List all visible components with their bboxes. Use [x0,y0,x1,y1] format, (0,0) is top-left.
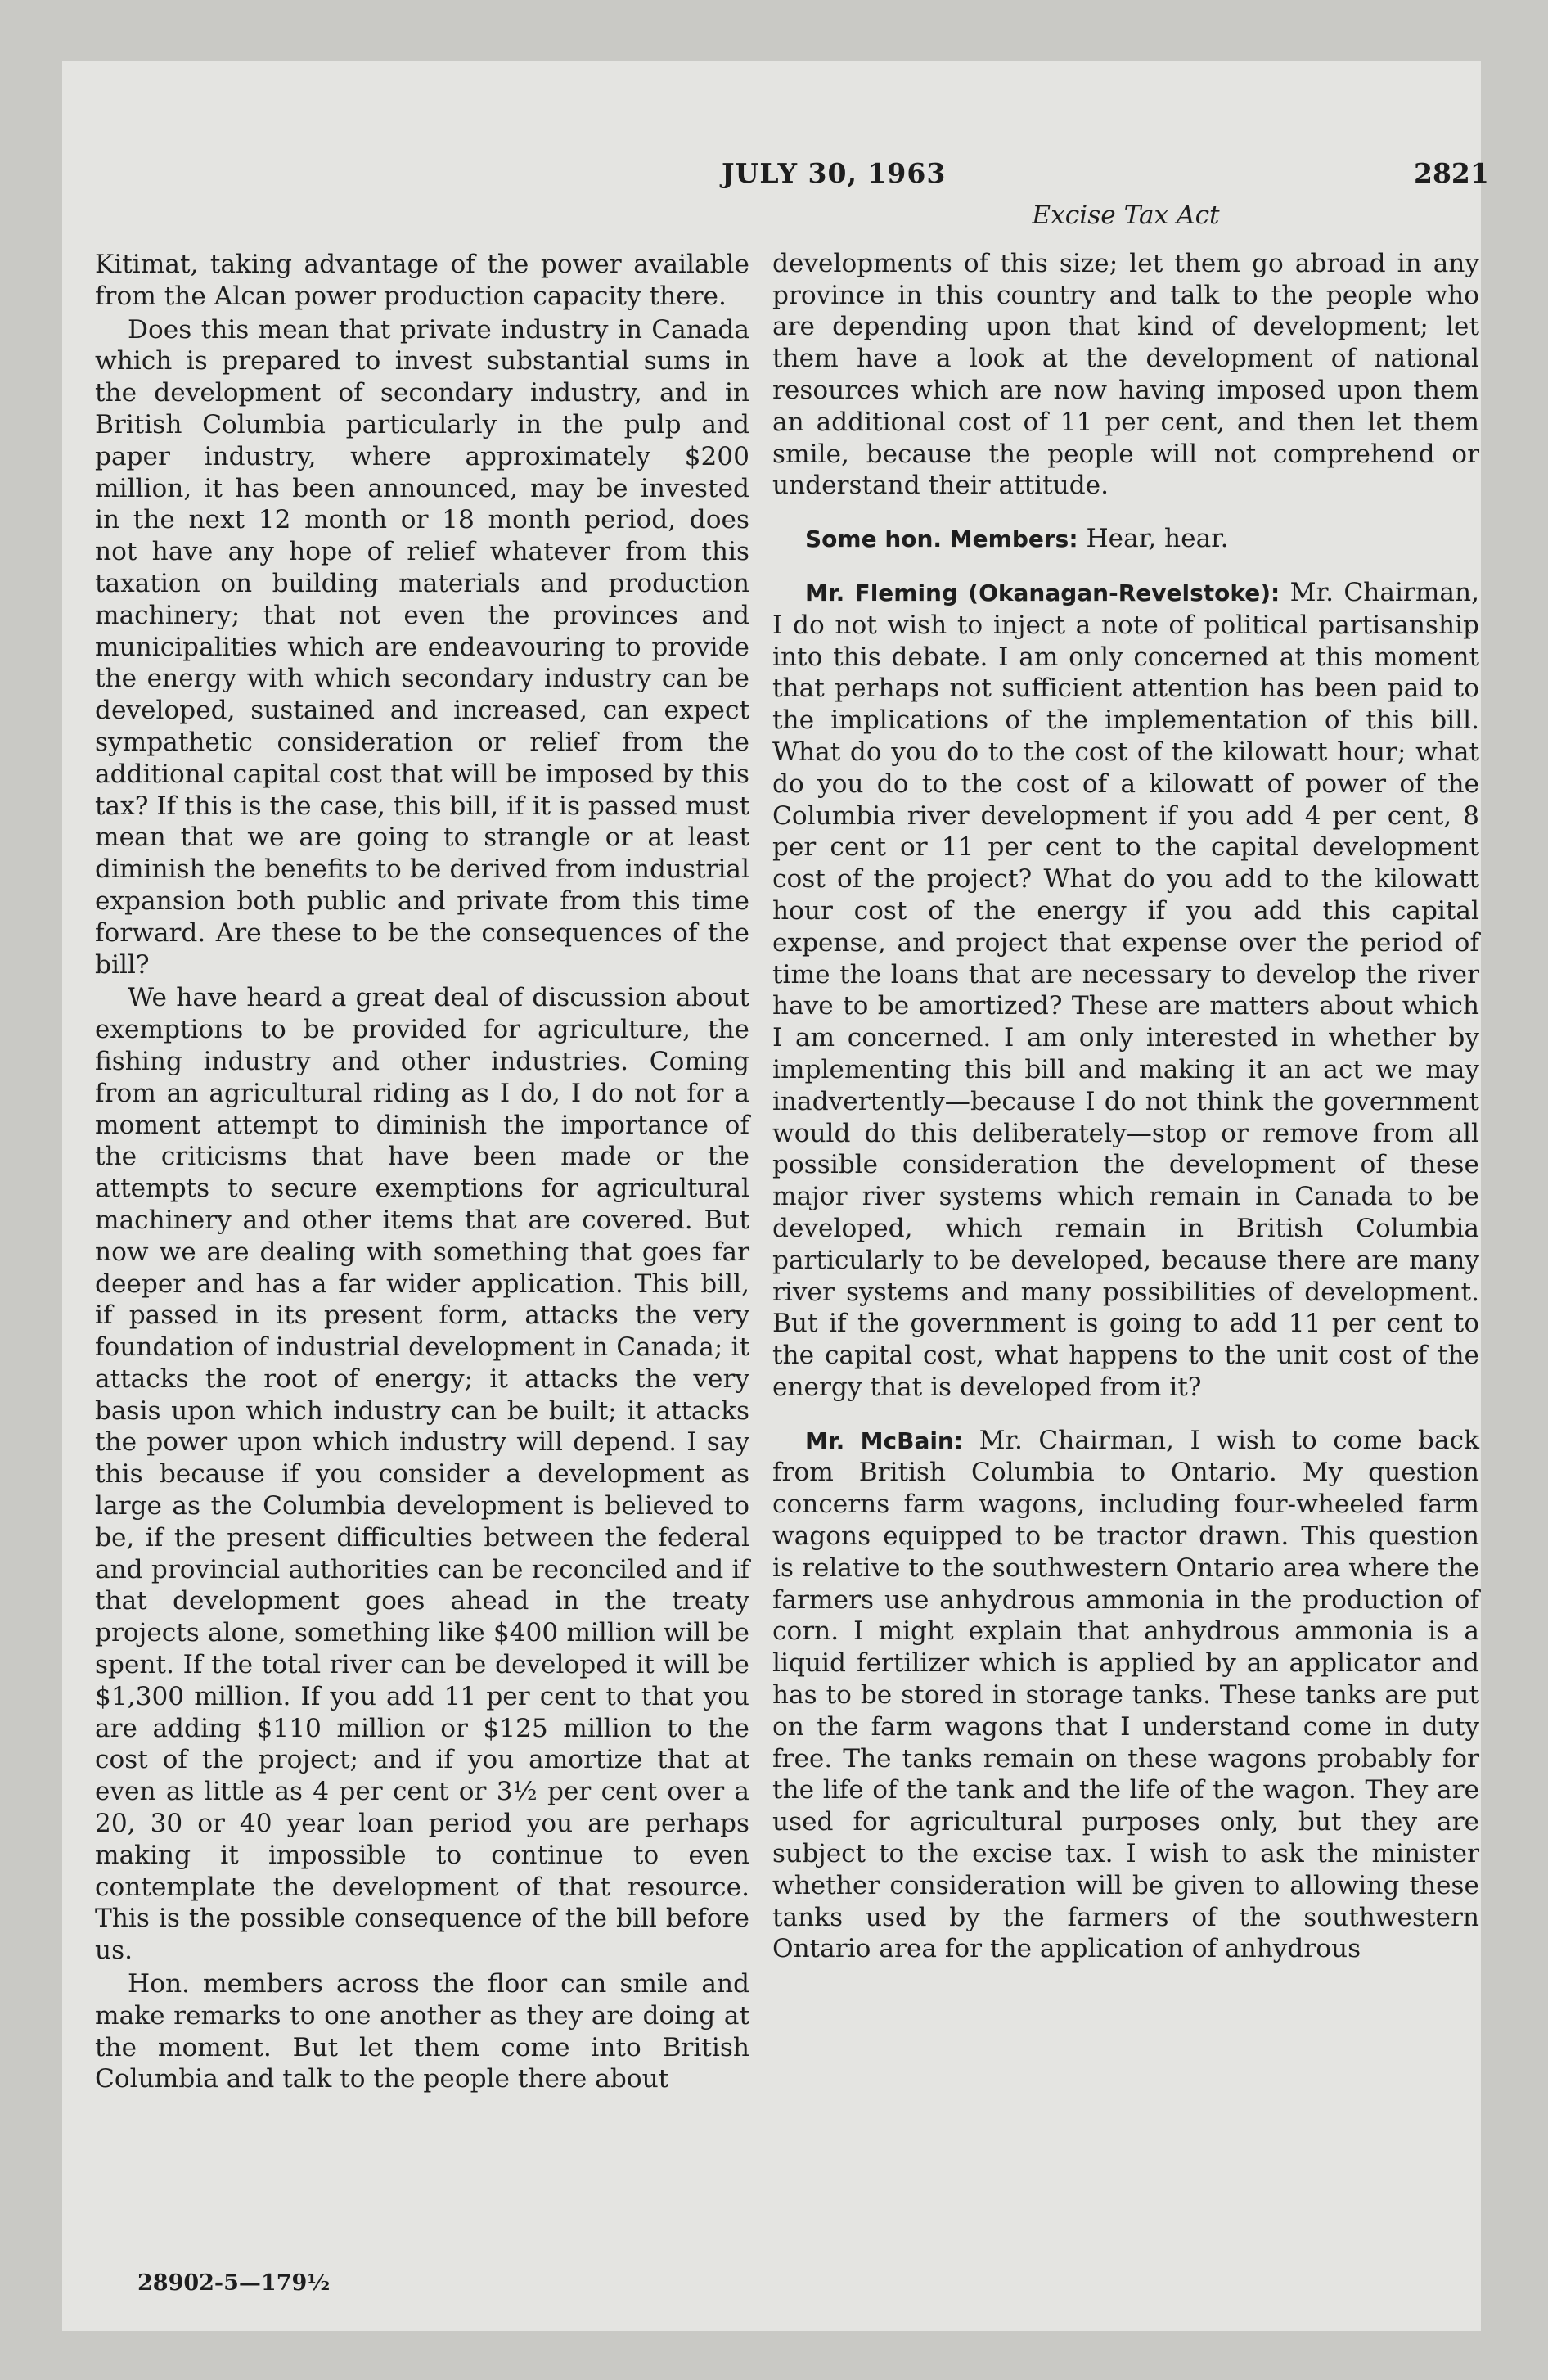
right-column [772,200,1479,1965]
speech-text: Mr. Chairman, I wish to come back from British Columbia to Ontario. My question concerns farm wagons, including four-wheeled farm wagons equipped to be tractor drawn. This question is relative to the southwestern Ontario area where the farmers use anhydrous ammonia in the production of corn. I might explain that anhydrous ammonia is a liquid fertilizer which is applied by an applicator and has to be stored in storage tanks. These tanks are put on the farm wagons that I understand come in duty free. The tanks remain on these wagons probably for the life of the tank and the life of the wagon. They are used for agricultural purposes only, but they are subject to the excise tax. I wish to ask the minister whether consideration will be given to allowing these tanks used by the farmers of the southwestern Ontario area for the application of anhydrous [772,1425,1479,1964]
speaker-name: Mr. McBain: [805,1427,964,1454]
speech-paragraph [772,1425,1479,1966]
speech-paragraph [772,523,1479,556]
printer-signature: 28902-5—179½ [137,2270,331,2296]
paragraph: Kitimat, taking advantage of the power available from the Alcan power production capacity there. [95,250,749,311]
page-number: 2821 [1414,157,1489,189]
page [62,61,1489,2331]
header-date: JULY 30, 1963 [722,157,947,189]
speaker-name: Some hon. Members: [805,525,1078,553]
paragraph: Does this mean that private industry in Canada which is prepared to invest substantial sums in the development of secondary industry, and in British Columbia particularly in the pulp and paper industry, where approximately $200 million, it has been announced, may be invested in the next 12 month or 18 month period, does not have any hope of relief whatever from this taxation on building materials and production machinery; that not even the provinces and municipalities which are endeavouring to provide the energy with which secondary industry can be developed, sustained and increased, can expect sympathetic consideration or relief from the additional capital cost that will be imposed by this tax? If this is the case, this bill, if it is passed must mean that we are going to strangle or at least diminish the benefits to be derived from industrial expansion both public and private from this time forward. Are these to be the consequences of the bill? [95,314,749,980]
speaker-name: Mr. Fleming (Okanagan-Revelstoke): [805,579,1280,606]
speech-text: Mr. Chairman, I do not wish to inject a note of political partisanship into this debate. I am only concerned at this moment that perhaps not sufficient attention has been paid to the implications of the implementation of this bill. What do you do to the cost of the kilowatt hour; what do you do to the cost of a kilowatt of power of the Columbia river development if you add 4 per cent, 8 per cent or 11 per cent to the capital development cost of the project? What do you add to the kilowatt hour cost of the energy if you add this capital expense, and project that expense over the period of time the loans that are necessary to develop the river have to be amortized? These are matters about which I am concerned. I am only interested in whether by implementing this bill and making it an act we may inadvertently—because I do not think the government would do this deliberately—stop or remove from all possible consideration the development of these major river systems which remain in Canada to be developed, which remain in British Columbia particularly to be developed, because there are many river systems and many possibilities of development. But if the government is going to add 11 per cent to the capital cost, what happens to the unit cost of the energy that is developed from it? [772,577,1480,1402]
paragraph: Hon. members across the floor can smile and make remarks to one another as they are doing at the moment. But let them come into British Columbia and talk to the people there about [95,1969,749,2094]
paragraph: We have heard a great deal of discussion about exemptions to be provided for agriculture, the fishing industry and other industries. Coming from an agricultural riding as I do, I do not for a moment attempt to diminish the importance of the criticisms that have been made or the attempts to secure exemptions for agricultural machinery and other items that are covered. But now we are dealing with something that goes far deeper and has a far wider application. This bill, if passed in its present form, attacks the very foundation of industrial development in Canada; it attacks the root of energy; it attacks the very basis upon which industry can be built; it attacks the power upon which industry will depend. I say this because if you consider a development as large as the Columbia development is believed to be, if the present difficulties between the federal and provincial authorities can be reconciled and if that development goes ahead in the treaty projects alone, something like $400 million will be spent. If the total river can be developed it will be $1,300 million. If you add 11 per cent to that you are adding $110 million or $125 million to the cost of the project; and if you amortize that at even as little as 4 per cent or 3½ per cent over a 20, 30 or 40 year loan period you are perhaps making it impossible to continue to even contemplate the development of that resource. This is the possible consequence of the bill before us. [95,983,749,1966]
paragraph: developments of this size; let them go abroad in any province in this country and talk to the people who are depending upon that kind of development; let them have a look at the development of national resources which are now having imposed upon them an additional cost of 11 per cent, and then let them smile, because the people will not comprehend or understand their attitude. [772,248,1479,501]
speech-paragraph [772,577,1479,1404]
speech-text: Hear, hear. [1086,524,1229,554]
page-header [62,157,1489,198]
left-column [95,249,749,2095]
running-title: Excise Tax Act [1032,201,1220,230]
